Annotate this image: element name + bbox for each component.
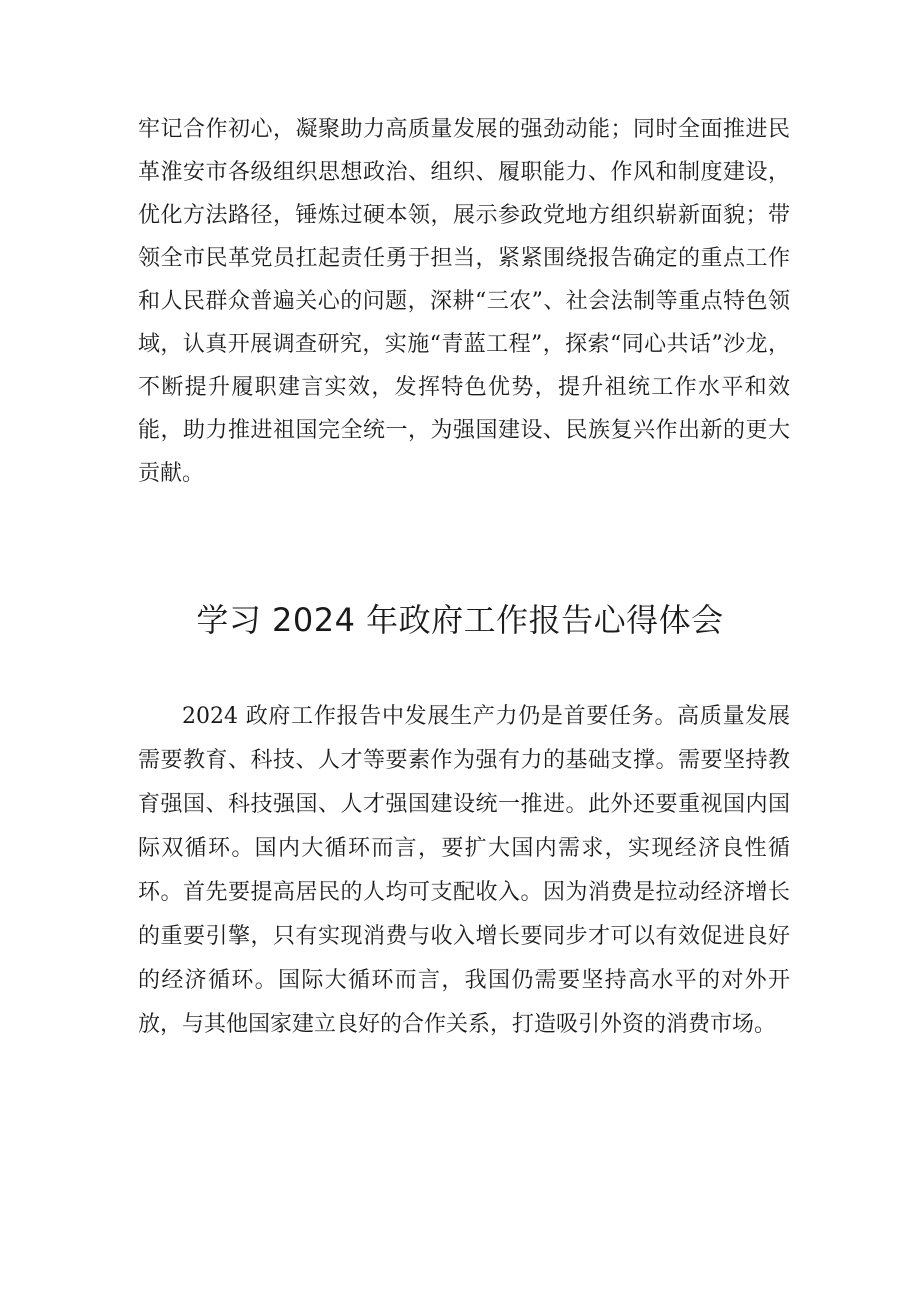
continuation-paragraph: 牢记合作初心，凝聚助力高质量发展的强劲动能；同时全面推进民革淮安市各级组织思想政治、组织、履职能力、作风和制度建设，优化方法路径，锤炼过硬本领，展示参政党地方组织崭新面貌；带领全市民革党员扛起责任勇于担当，紧紧围绕报告确定的重点工作和人民群众普遍关心的问题，深耕“三农”、社会法制等重点特色领域，认真开展调查研究，实施“青蓝工程”，探索“同心共话”沙龙，不断提升履职建言实效，发挥特色优势，提升祖统工作水平和效能，助力推进祖国完全统一，为强国建设、民族复兴作出新的更大贡献。 xyxy=(138,117,790,486)
section-paragraph: 2024 政府工作报告中发展生产力仍是首要任务。高质量发展需要教育、科技、人才等要素作为强有力的基础支撑。需要坚持教育强国、科技强国、人才强国建设统一推进。此外还要重视国内国际双循环。国内大循环而言，要扩大国内需求，实现经济良性循环。首先要提高居民的人均可支配收入。因为消费是拉动经济增长的重要引擎，只有实现消费与收入增长要同步才可以有效促进良好的经济循环。国际大循环而言，我国仍需要坚持高水平的对外开放，与其他国家建立良好的合作关系，打造吸引外资的消费市场。 xyxy=(138,704,790,1037)
section-title: 学习 2024 年政府工作报告心得体会 xyxy=(196,601,724,639)
